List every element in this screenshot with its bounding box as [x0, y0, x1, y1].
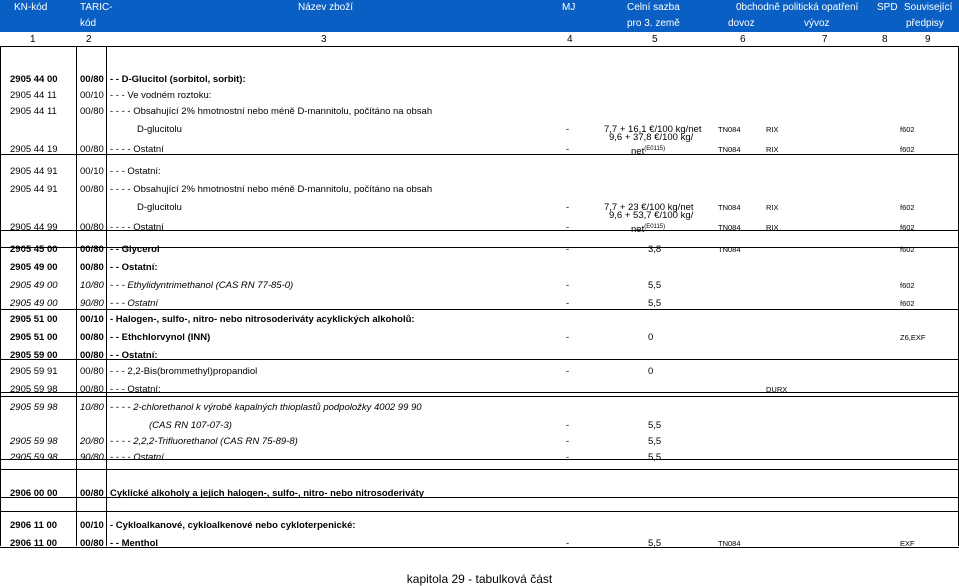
- row-dovoz: TN084: [718, 125, 741, 134]
- row-mj: -: [566, 332, 570, 343]
- row-duty: 5,5: [648, 452, 662, 463]
- col-num-2: 2: [86, 34, 92, 45]
- row-predpisy: f602: [900, 145, 915, 154]
- col-kn-kod: KN-kód: [14, 2, 48, 13]
- row-taric-code: 00/80: [80, 262, 104, 273]
- column-border: [0, 47, 1, 546]
- row-duty-line2: net$^{(E0115)}$: [631, 224, 666, 236]
- row-kn-code: 2905 44 11: [10, 90, 57, 101]
- row-description: - - - 2,2-Bis(brommethyl)propandiol: [110, 366, 258, 377]
- row-kn-code: 2905 49 00: [10, 262, 58, 273]
- row-taric-code: 10/80: [80, 280, 104, 291]
- row-mj: -: [566, 436, 570, 447]
- col-souvisejici: Související: [904, 2, 953, 13]
- row-description: - - - - Ostatní: [110, 222, 164, 233]
- row-mj: -: [566, 244, 570, 255]
- col-vyvoz: vývoz: [804, 18, 830, 29]
- row-duty: 5,5: [648, 420, 662, 431]
- row-description-cont: (CAS RN 107-07-3): [149, 420, 232, 431]
- row-description: - - - Ethylidyntrimethanol (CAS RN 77-85-0): [110, 280, 294, 291]
- row-duty: 7,7 + 23 €/100 kg/net: [604, 202, 694, 213]
- row-taric-code: 10/80: [80, 402, 104, 413]
- row-description: - - - - Obsahující 2% hmotnostní nebo méně D-mannitolu, počítáno na obsah: [110, 106, 433, 117]
- row-taric-code: 00/80: [80, 350, 104, 361]
- row-kn-code: 2905 44 19: [10, 144, 58, 155]
- row-divider: [0, 511, 959, 512]
- row-predpisy: EXF: [900, 539, 915, 548]
- row-kn-code: 2906 11 00: [10, 538, 58, 549]
- column-border: [76, 47, 77, 546]
- row-divider: [0, 469, 959, 470]
- row-description: - - - - Ostatní: [110, 452, 164, 463]
- col-dovoz: dovoz: [728, 18, 755, 29]
- row-taric-code: 00/80: [80, 538, 104, 549]
- col-num-1: 1: [30, 34, 36, 45]
- row-kn-code: 2905 59 98: [10, 436, 58, 447]
- row-description: - Cykloalkanové, cykloalkenové nebo cykloterpenické:: [110, 520, 356, 531]
- row-taric-code: 00/80: [80, 144, 104, 155]
- row-description: - - - Ve vodném roztoku:: [110, 90, 212, 101]
- row-mj: -: [566, 298, 570, 309]
- row-taric-code: 90/80: [80, 452, 104, 463]
- row-duty: 5,5: [648, 538, 662, 549]
- row-kn-code: 2905 44 91: [10, 184, 58, 195]
- col-num-9: 9: [925, 34, 931, 45]
- row-description: - - - - Ostatní: [110, 144, 164, 155]
- row-taric-code: 00/10: [80, 166, 104, 177]
- row-description: - - - - Obsahující 2% hmotnostní nebo méně D-mannitolu, počítáno na obsah: [110, 184, 433, 195]
- header-row-1: [0, 0, 959, 16]
- col-num-5: 5: [652, 34, 658, 45]
- row-taric-code: 00/80: [80, 74, 104, 85]
- row-duty: 3,8: [648, 244, 662, 255]
- row-taric-code: 00/80: [80, 244, 104, 255]
- row-vyvoz: RIX: [766, 145, 779, 154]
- row-mj: -: [566, 538, 570, 549]
- column-border: [106, 47, 107, 546]
- table-header: [0, 0, 959, 45]
- row-taric-code: 00/80: [80, 488, 104, 499]
- row-kn-code: 2905 44 91: [10, 166, 58, 177]
- row-taric-code: 00/80: [80, 106, 104, 117]
- row-description: - - - Ostatní: [110, 298, 159, 309]
- header-divider: [0, 46, 959, 47]
- row-kn-code: 2906 00 00: [10, 488, 58, 499]
- row-predpisy: f602: [900, 223, 915, 232]
- row-mj: -: [566, 124, 570, 135]
- row-description: - - - Ostatní:: [110, 166, 161, 177]
- col-pro-3-zeme: pro 3. země: [627, 18, 680, 29]
- row-taric-code: 00/80: [80, 384, 104, 395]
- row-description: - - Ostatní:: [110, 350, 158, 361]
- row-dovoz: TN084: [718, 145, 741, 154]
- row-duty-footnote: (E0115): [644, 146, 666, 152]
- row-mj: -: [566, 420, 570, 431]
- row-description: - - Menthol: [110, 538, 159, 549]
- col-celni-sazba: Celní sazba: [627, 2, 680, 13]
- row-kn-code: 2905 59 98: [10, 384, 58, 395]
- row-predpisy: f602: [900, 245, 915, 254]
- row-description: - - D-Glucitol (sorbitol, sorbit):: [110, 74, 246, 85]
- row-taric-code: 20/80: [80, 436, 104, 447]
- row-divider: [0, 309, 959, 310]
- row-duty: 7,7 + 16,1 €/100 kg/net: [604, 124, 702, 135]
- row-taric-code: 00/80: [80, 366, 104, 377]
- row-kn-code: 2905 44 00: [10, 74, 58, 85]
- row-mj: -: [566, 222, 570, 233]
- row-dovoz: TN084: [718, 223, 741, 232]
- row-kn-code: 2906 11 00: [10, 520, 58, 531]
- row-divider: [0, 396, 959, 397]
- row-mj: -: [566, 452, 570, 463]
- row-duty: 0: [648, 366, 654, 377]
- col-predpisy: předpisy: [906, 18, 944, 29]
- row-kn-code: 2905 51 00: [10, 332, 58, 343]
- row-description-cont: D-glucitolu: [137, 124, 182, 135]
- col-kod: kód: [80, 18, 97, 29]
- row-kn-code: 2905 59 91: [10, 366, 58, 377]
- row-duty-footnote: (E0115): [644, 224, 666, 230]
- row-kn-code: 2905 59 00: [10, 350, 58, 361]
- row-kn-code: 2905 44 99: [10, 222, 58, 233]
- header-row-2: [0, 16, 959, 32]
- row-mj: -: [566, 280, 570, 291]
- col-num-7: 7: [822, 34, 828, 45]
- col-num-3: 3: [321, 34, 327, 45]
- col-opatreni: 0bchodně politická opatření: [736, 2, 859, 13]
- row-taric-code: 00/10: [80, 520, 104, 531]
- row-kn-code: 2905 51 00: [10, 314, 58, 325]
- row-predpisy: Z6,EXF: [900, 333, 926, 342]
- row-predpisy: f602: [900, 281, 915, 290]
- row-predpisy: f602: [900, 299, 915, 308]
- row-vyvoz: RIX: [766, 223, 779, 232]
- col-num-4: 4: [567, 34, 573, 45]
- col-num-6: 6: [740, 34, 746, 45]
- row-kn-code: 2905 44 11: [10, 106, 57, 117]
- row-description: - - Ethchlorvynol (INN): [110, 332, 211, 343]
- page-footer: kapitola 29 - tabulková část: [406, 572, 553, 586]
- row-description: - - Ostatní:: [110, 262, 158, 273]
- row-description: - - - - 2,2,2-Trifluorethanol (CAS RN 75-89-8): [110, 436, 298, 447]
- row-vyvoz: DURX: [766, 385, 788, 394]
- row-duty-line1: 9,6 + 37,8 €/100 kg/: [609, 132, 694, 143]
- row-duty: 5,5: [648, 436, 662, 447]
- row-dovoz: TN084: [718, 203, 741, 212]
- row-mj: -: [566, 366, 570, 377]
- row-description: - - - Ostatní:: [110, 384, 161, 395]
- row-taric-code: 00/80: [80, 184, 104, 195]
- col-nazev: Název zboží: [298, 2, 354, 13]
- row-duty: 5,5: [648, 280, 662, 291]
- row-description: Cyklické alkoholy a jejich halogen-, sulfo-, nitro- nebo nitrosoderiváty: [110, 488, 425, 499]
- row-taric-code: 00/80: [80, 222, 104, 233]
- row-description: - Halogen-, sulfo-, nitro- nebo nitrosoderiváty acyklických alkoholů:: [110, 314, 415, 325]
- row-taric-code: 00/10: [80, 90, 104, 101]
- header-row-numbers: [0, 34, 959, 45]
- row-description-cont: D-glucitolu: [137, 202, 182, 213]
- row-mj: -: [566, 202, 570, 213]
- row-duty-line1: 9,6 + 53,7 €/100 kg/: [609, 210, 694, 221]
- row-mj: -: [566, 144, 570, 155]
- row-dovoz: TN084: [718, 539, 741, 548]
- row-dovoz: TN084: [718, 245, 741, 254]
- row-predpisy: f602: [900, 203, 915, 212]
- col-taric: TARIC-: [80, 2, 113, 13]
- row-taric-code: 00/80: [80, 332, 104, 343]
- col-spd: SPD: [877, 2, 898, 13]
- row-kn-code: 2905 45 00: [10, 244, 58, 255]
- col-mj: MJ: [562, 2, 576, 13]
- row-description: - - - - 2-chlorethanol k výrobě kapalných thioplastů podpoložky 4002 99 90: [110, 402, 422, 413]
- row-kn-code: 2905 59 98: [10, 402, 58, 413]
- row-predpisy: f602: [900, 125, 915, 134]
- row-vyvoz: RIX: [766, 203, 779, 212]
- row-taric-code: 00/10: [80, 314, 104, 325]
- row-kn-code: 2905 59 98: [10, 452, 58, 463]
- row-vyvoz: RIX: [766, 125, 779, 134]
- col-num-8: 8: [882, 34, 888, 45]
- row-kn-code: 2905 49 00: [10, 280, 58, 291]
- row-kn-code: 2905 49 00: [10, 298, 58, 309]
- row-description: - - Glycerol: [110, 244, 160, 255]
- row-duty: 5,5: [648, 298, 662, 309]
- row-duty: 0: [648, 332, 654, 343]
- row-duty-line2: net$^{(E0115)}$: [631, 146, 666, 158]
- row-taric-code: 90/80: [80, 298, 104, 309]
